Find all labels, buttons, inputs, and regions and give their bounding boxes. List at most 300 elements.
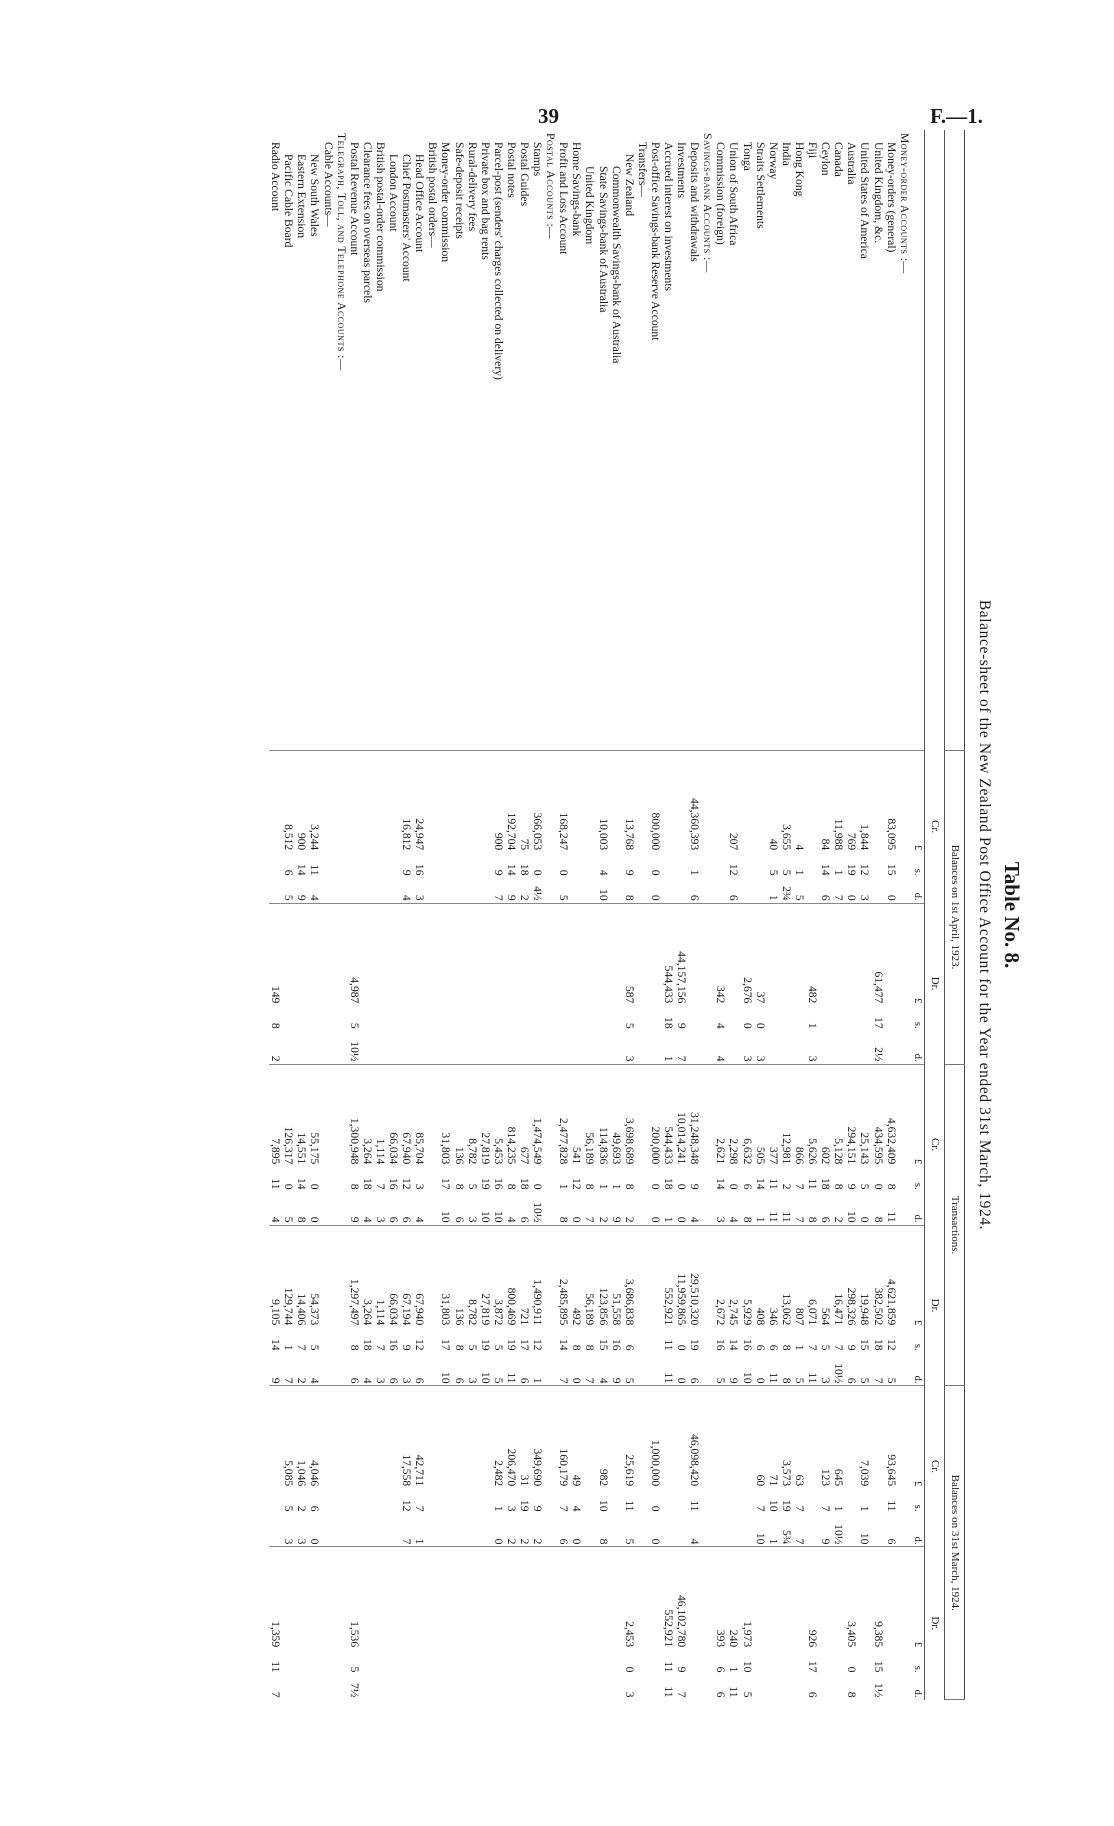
pounds-cell: 51,558 xyxy=(610,1225,623,1328)
pounds-cell: 85,704 xyxy=(413,1064,426,1167)
pounds-cell xyxy=(662,750,675,853)
shillings-cell xyxy=(662,853,675,877)
shillings-cell: 18 xyxy=(360,1177,374,1190)
pounds-cell xyxy=(518,903,531,1006)
table-row xyxy=(610,130,623,1700)
pounds-cell: 1,114 xyxy=(374,1064,387,1167)
pounds-cell xyxy=(518,1547,531,1650)
shillings-cell: 5 xyxy=(465,1344,479,1351)
pounds-cell xyxy=(610,750,623,853)
pence-cell: 11 xyxy=(662,1686,676,1698)
pence-cell xyxy=(741,878,754,904)
table-row xyxy=(479,130,492,1700)
pounds-cell xyxy=(466,750,479,853)
shillings-cell: 0 xyxy=(531,1183,545,1190)
shillings-cell xyxy=(322,1489,335,1513)
shillings-cell xyxy=(413,1006,426,1030)
shillings-cell xyxy=(583,1650,596,1674)
shillings-cell xyxy=(767,1006,780,1030)
shillings-cell: 19 xyxy=(478,1338,492,1351)
pence-cell: 8 xyxy=(295,1216,309,1223)
pence-cell: 4 xyxy=(308,894,322,901)
shillings-cell xyxy=(793,1650,806,1674)
shillings-cell xyxy=(806,1489,819,1513)
pence-cell: 5 xyxy=(557,894,571,901)
table-body xyxy=(269,130,924,1700)
pence-cell: 5 xyxy=(792,894,806,901)
shillings-cell: 1 xyxy=(609,1183,623,1190)
pence-cell: 7 xyxy=(557,1377,571,1384)
shillings-cell: 1 xyxy=(806,1022,820,1029)
pounds-cell xyxy=(557,903,570,1006)
table-row xyxy=(387,130,400,1700)
header-balances-1923: Balances on 1st April, 1923. xyxy=(944,750,964,1064)
shillings-cell: 9 xyxy=(622,869,636,876)
pence-cell: 10 xyxy=(478,1371,492,1384)
shillings-cell xyxy=(479,1489,492,1513)
pence-cell xyxy=(780,1674,793,1699)
shillings-cell xyxy=(885,1006,898,1030)
pence-cell xyxy=(400,1031,413,1064)
pence-cell xyxy=(701,1353,714,1386)
shillings-cell xyxy=(871,1489,884,1513)
shillings-cell xyxy=(741,1489,754,1513)
pounds-cell: 1,359 xyxy=(269,1547,282,1650)
pounds-cell: 27,819 xyxy=(479,1064,492,1167)
pounds-cell: 19,948 xyxy=(858,1225,871,1328)
pence-cell xyxy=(832,1031,845,1064)
unit-pound: £ xyxy=(911,1064,925,1167)
pence-cell xyxy=(544,878,557,904)
table-row xyxy=(570,130,583,1700)
shillings-cell: 17 xyxy=(439,1338,453,1351)
shillings-cell: 1 xyxy=(832,869,846,876)
pence-cell: 2 xyxy=(504,1538,518,1545)
rotated-table-region xyxy=(110,130,1030,1700)
shillings-cell: 14 xyxy=(819,863,833,876)
pounds-cell: 93,645 xyxy=(885,1386,898,1489)
row-label: Ceylon xyxy=(819,142,833,176)
pence-cell xyxy=(675,1513,688,1546)
row-label: Cable Accounts— xyxy=(321,142,335,227)
pounds-cell xyxy=(885,1547,898,1650)
pounds-cell: 160,179 xyxy=(557,1386,570,1489)
shillings-cell: 8 xyxy=(583,1344,597,1351)
shillings-cell xyxy=(570,853,583,877)
shillings-cell: 12 xyxy=(858,863,872,876)
pounds-cell xyxy=(426,1386,439,1489)
pounds-cell xyxy=(871,750,884,853)
pounds-cell: 17,558 xyxy=(400,1386,413,1489)
shillings-cell xyxy=(544,853,557,877)
pounds-cell: 3,872 xyxy=(492,1225,505,1328)
pence-cell xyxy=(544,1192,557,1225)
unit-pound: £ xyxy=(911,903,925,1006)
pence-cell: 6 xyxy=(819,1216,833,1223)
shillings-cell xyxy=(688,1650,701,1674)
pounds-cell xyxy=(596,903,609,1006)
pence-cell xyxy=(374,1674,387,1699)
pence-cell: 9 xyxy=(504,894,518,901)
shillings-cell: 8 xyxy=(269,1022,283,1029)
pence-cell xyxy=(413,1031,426,1064)
header-balances-1924: Balances on 31st March, 1924. xyxy=(944,1386,964,1700)
shillings-cell: 18 xyxy=(360,1338,374,1351)
pence-cell: 4 xyxy=(727,1216,741,1223)
pounds-cell xyxy=(322,903,335,1006)
pounds-cell xyxy=(544,903,557,1006)
pounds-cell: 541 xyxy=(570,1064,583,1167)
shillings-cell xyxy=(793,1006,806,1030)
shillings-cell xyxy=(387,1489,400,1513)
pence-cell xyxy=(518,1031,531,1064)
pounds-cell xyxy=(636,1547,649,1650)
pence-cell: 5 xyxy=(714,1377,728,1384)
pounds-cell xyxy=(413,1547,426,1650)
pounds-cell: 25,143 xyxy=(858,1064,871,1167)
pence-cell xyxy=(335,1513,348,1546)
pence-cell xyxy=(898,1353,911,1386)
pence-cell: 2 xyxy=(832,1216,846,1223)
pounds-cell xyxy=(439,1386,452,1489)
pounds-cell xyxy=(374,1547,387,1650)
pence-cell xyxy=(727,1031,740,1064)
pence-cell: 7 xyxy=(400,1538,414,1545)
pounds-cell: 84 xyxy=(819,750,832,853)
table-row xyxy=(374,130,387,1700)
pounds-cell xyxy=(583,903,596,1006)
row-label: Commission (foreign) xyxy=(714,142,728,245)
row-label: Private box and bag rents xyxy=(478,142,492,260)
pence-cell xyxy=(767,1674,780,1699)
shillings-cell xyxy=(361,853,374,877)
row-label: Chief Postmasters' Account xyxy=(400,154,414,282)
shillings-cell xyxy=(741,853,754,877)
pence-cell: 4 xyxy=(360,1216,374,1223)
pounds-cell xyxy=(583,1386,596,1489)
table-row xyxy=(361,130,374,1700)
pence-cell: 3 xyxy=(622,1691,636,1698)
row-label: Australia xyxy=(845,142,859,185)
section-header-row xyxy=(335,130,348,1700)
pounds-cell: 5,085 xyxy=(282,1386,295,1489)
pounds-cell: 136 xyxy=(452,1064,465,1167)
pounds-cell: 31,248,348 xyxy=(688,1064,701,1167)
pounds-cell: 4 xyxy=(793,750,806,853)
pounds-cell: 27,819 xyxy=(479,1225,492,1328)
pence-cell xyxy=(374,1513,387,1546)
shillings-cell xyxy=(452,1006,465,1030)
pence-cell: 6 xyxy=(387,1377,401,1384)
pence-cell xyxy=(636,1513,649,1546)
pence-cell: 8 xyxy=(740,1216,754,1223)
shillings-cell xyxy=(898,853,911,877)
pence-cell: 8 xyxy=(806,1216,820,1223)
pounds-cell: 2,482 xyxy=(492,1386,505,1489)
shillings-cell xyxy=(610,1489,623,1513)
shillings-cell xyxy=(832,1650,845,1674)
pence-cell xyxy=(426,1674,439,1699)
pounds-cell: 900 xyxy=(492,750,505,853)
shillings-cell: 0 xyxy=(845,1666,859,1673)
pounds-cell xyxy=(675,1386,688,1489)
header-cr: Cr. xyxy=(924,1386,944,1547)
pence-cell: 10 xyxy=(439,1210,453,1223)
pounds-cell xyxy=(361,1547,374,1650)
shillings-cell xyxy=(845,1006,858,1030)
pence-cell xyxy=(610,1674,623,1699)
pence-cell xyxy=(636,1031,649,1064)
pence-cell xyxy=(819,1031,832,1064)
pounds-cell: 602 xyxy=(819,1064,832,1167)
shillings-cell: 9 xyxy=(675,1022,689,1029)
shillings-cell: 9 xyxy=(400,1344,414,1351)
shillings-cell xyxy=(898,1328,911,1352)
pounds-cell xyxy=(348,750,361,853)
pence-cell xyxy=(610,1031,623,1064)
pounds-cell: 46,098,420 xyxy=(688,1386,701,1489)
pence-cell xyxy=(701,1513,714,1546)
shillings-cell xyxy=(374,853,387,877)
pounds-cell: 645 xyxy=(832,1386,845,1489)
pounds-cell: 5,626 xyxy=(806,1064,819,1167)
shillings-cell: 12 xyxy=(531,1338,545,1351)
pence-cell xyxy=(583,1674,596,1699)
pence-cell: 0 xyxy=(858,1216,872,1223)
pounds-cell: 3,573 xyxy=(780,1386,793,1489)
pence-cell: 0 xyxy=(491,1538,505,1545)
shillings-cell: 8 xyxy=(347,1183,361,1190)
shillings-cell: 1 xyxy=(792,869,806,876)
pounds-cell xyxy=(466,1547,479,1650)
pounds-cell xyxy=(387,750,400,853)
shillings-cell xyxy=(675,853,688,877)
pounds-cell xyxy=(413,903,426,1006)
shillings-cell xyxy=(439,853,452,877)
pence-cell: 3 xyxy=(295,1538,309,1545)
shillings-cell: 11 xyxy=(688,1500,702,1512)
shillings-cell: 5 xyxy=(465,1183,479,1190)
pounds-cell: 66,034 xyxy=(387,1064,400,1167)
pence-cell: 5¾ xyxy=(779,1529,793,1545)
pounds-cell: 2,453 xyxy=(623,1547,636,1650)
pounds-cell xyxy=(374,1386,387,1489)
row-label: New South Wales xyxy=(308,154,322,237)
shillings-cell: 19 xyxy=(478,1177,492,1190)
pounds-cell: 11,988 xyxy=(832,750,845,853)
shillings-cell xyxy=(636,853,649,877)
pounds-cell xyxy=(361,1386,374,1489)
pounds-cell xyxy=(322,1386,335,1489)
pence-cell: 3 xyxy=(413,894,427,901)
table-row xyxy=(505,130,518,1700)
row-label: Postal Guides xyxy=(518,142,531,207)
pounds-cell xyxy=(282,1547,295,1650)
pence-cell: 6 xyxy=(688,1377,702,1384)
table-row xyxy=(858,130,871,1700)
shillings-cell: 5 xyxy=(347,1666,361,1673)
pence-cell: 8 xyxy=(779,1377,793,1384)
pence-cell xyxy=(322,1192,335,1225)
pence-cell: 0 xyxy=(308,1538,322,1545)
shillings-cell: 11 xyxy=(622,1500,636,1512)
pence-cell: 2 xyxy=(518,894,531,901)
row-label: Accrued interest on investments xyxy=(662,142,676,292)
shillings-cell: 10 xyxy=(766,1499,780,1512)
row-label: Fiji xyxy=(806,142,820,159)
pence-cell xyxy=(269,878,282,904)
shillings-cell xyxy=(426,1489,439,1513)
pounds-cell: 2,477,828 xyxy=(557,1064,570,1167)
pounds-cell: 2,676 xyxy=(741,903,754,1006)
shillings-cell xyxy=(544,1328,557,1352)
pounds-cell xyxy=(466,903,479,1006)
document-reference: F.—1. xyxy=(930,104,983,128)
pence-cell: 9 xyxy=(819,1538,833,1545)
pence-cell: 10½ xyxy=(832,1524,846,1545)
shillings-cell xyxy=(727,1006,740,1030)
pence-cell: 6 xyxy=(347,1377,361,1384)
pence-cell xyxy=(348,1513,361,1546)
shillings-cell: 6 xyxy=(766,1344,780,1351)
shillings-cell: 6 xyxy=(282,869,296,876)
pounds-cell: 366,053 xyxy=(531,750,544,853)
pounds-cell xyxy=(322,750,335,853)
shillings-cell: 19 xyxy=(845,863,859,876)
pence-cell xyxy=(361,1031,374,1064)
pence-cell xyxy=(492,1674,505,1699)
pounds-cell: 129,744 xyxy=(282,1225,295,1328)
shillings-cell xyxy=(727,1489,740,1513)
shillings-cell xyxy=(361,1650,374,1674)
pounds-cell: 9,385 xyxy=(871,1547,884,1650)
pounds-cell: 123 xyxy=(819,1386,832,1489)
shillings-cell: 11 xyxy=(269,1178,283,1190)
pounds-cell: 1,490,911 xyxy=(531,1225,544,1328)
pence-cell xyxy=(544,1031,557,1064)
pence-cell: 9 xyxy=(269,1377,283,1384)
pounds-cell xyxy=(636,1064,649,1167)
pence-cell xyxy=(531,1031,544,1064)
pence-cell xyxy=(452,1031,465,1064)
pounds-cell xyxy=(688,903,701,1006)
pence-cell xyxy=(505,1674,518,1699)
row-label: Transfers— xyxy=(635,142,649,197)
pounds-cell: 3,686,838 xyxy=(623,1225,636,1328)
shillings-cell xyxy=(439,1650,452,1674)
table-row xyxy=(426,130,439,1700)
pence-cell xyxy=(426,1031,439,1064)
pence-cell: 3 xyxy=(282,1538,296,1545)
pence-cell xyxy=(596,1031,609,1064)
pounds-cell: 55,175 xyxy=(308,1064,321,1167)
row-label: Post-office Savings-bank Reserve Account xyxy=(648,142,662,341)
pounds-cell: 13,062 xyxy=(780,1225,793,1328)
pounds-cell xyxy=(741,1386,754,1489)
pence-cell: 8 xyxy=(596,1538,610,1545)
pounds-cell: 114,836 xyxy=(596,1064,609,1167)
pence-cell: 6 xyxy=(387,1216,401,1223)
pounds-cell: 866 xyxy=(793,1064,806,1167)
pounds-cell: 4,632,409 xyxy=(885,1064,898,1167)
pounds-cell xyxy=(832,1547,845,1650)
section-label: Telegraph, Toll, and Telephone Accounts :— xyxy=(334,133,348,371)
shillings-cell xyxy=(570,1006,583,1030)
pounds-cell: 1,300,948 xyxy=(348,1064,361,1167)
pounds-cell xyxy=(806,750,819,853)
table-row xyxy=(714,130,727,1700)
pounds-cell xyxy=(544,1547,557,1650)
shillings-cell: 7 xyxy=(832,1344,846,1351)
shillings-cell: 1 xyxy=(596,1183,610,1190)
pounds-cell xyxy=(596,1547,609,1650)
shillings-cell: 1 xyxy=(858,1505,872,1512)
pounds-cell xyxy=(335,1225,348,1328)
shillings-cell: 3 xyxy=(413,1183,427,1190)
pounds-cell: 1,536 xyxy=(348,1547,361,1650)
pounds-cell: 75 xyxy=(518,750,531,853)
shillings-cell: 15 xyxy=(884,863,898,876)
pence-cell: 1 xyxy=(413,1538,427,1545)
pounds-cell: 206,470 xyxy=(505,1386,518,1489)
shillings-cell: 14 xyxy=(753,1177,767,1190)
pence-cell: 3 xyxy=(373,1377,387,1384)
pence-cell xyxy=(819,1674,832,1699)
shillings-cell: 15 xyxy=(871,1660,885,1673)
row-label: Money-orders (general) xyxy=(884,142,898,253)
shillings-cell xyxy=(335,1489,348,1513)
shillings-cell xyxy=(819,1650,832,1674)
pence-cell: 0 xyxy=(884,894,898,901)
shillings-cell xyxy=(898,1650,911,1674)
shillings-cell xyxy=(858,1650,871,1674)
pounds-cell: 482 xyxy=(806,903,819,1006)
label-column-header xyxy=(944,130,964,750)
shillings-cell xyxy=(583,853,596,877)
shillings-cell xyxy=(413,1650,426,1674)
shillings-cell xyxy=(610,853,623,877)
shillings-cell xyxy=(439,1006,452,1030)
pence-cell xyxy=(282,1031,295,1064)
pence-cell xyxy=(898,878,911,904)
pence-cell: 4 xyxy=(360,1377,374,1384)
pounds-cell xyxy=(649,903,662,1006)
shillings-cell: 12 xyxy=(727,863,741,876)
shillings-cell: 1 xyxy=(491,1505,505,1512)
shillings-cell: 3 xyxy=(504,1505,518,1512)
pence-cell xyxy=(322,1513,335,1546)
shillings-cell: 17 xyxy=(439,1177,453,1190)
table-row xyxy=(308,130,321,1700)
pence-cell: 3 xyxy=(465,1216,479,1223)
row-label: Deposits and withdrawals xyxy=(688,142,702,262)
pence-cell xyxy=(452,1674,465,1699)
pounds-cell xyxy=(727,1386,740,1489)
row-label: Money-order commission xyxy=(439,142,453,263)
pounds-cell: 13,768 xyxy=(623,750,636,853)
pounds-cell: 40 xyxy=(767,750,780,853)
pounds-cell xyxy=(570,903,583,1006)
shillings-cell: 5 xyxy=(491,1344,505,1351)
pounds-cell xyxy=(858,1547,871,1650)
pounds-cell xyxy=(452,750,465,853)
pence-cell xyxy=(466,878,479,904)
header-dr: Dr. xyxy=(924,1547,944,1700)
pence-cell: 7 xyxy=(583,1216,597,1223)
pence-cell xyxy=(898,1192,911,1225)
pounds-cell xyxy=(466,1386,479,1489)
shillings-cell: 11 xyxy=(806,1178,820,1190)
